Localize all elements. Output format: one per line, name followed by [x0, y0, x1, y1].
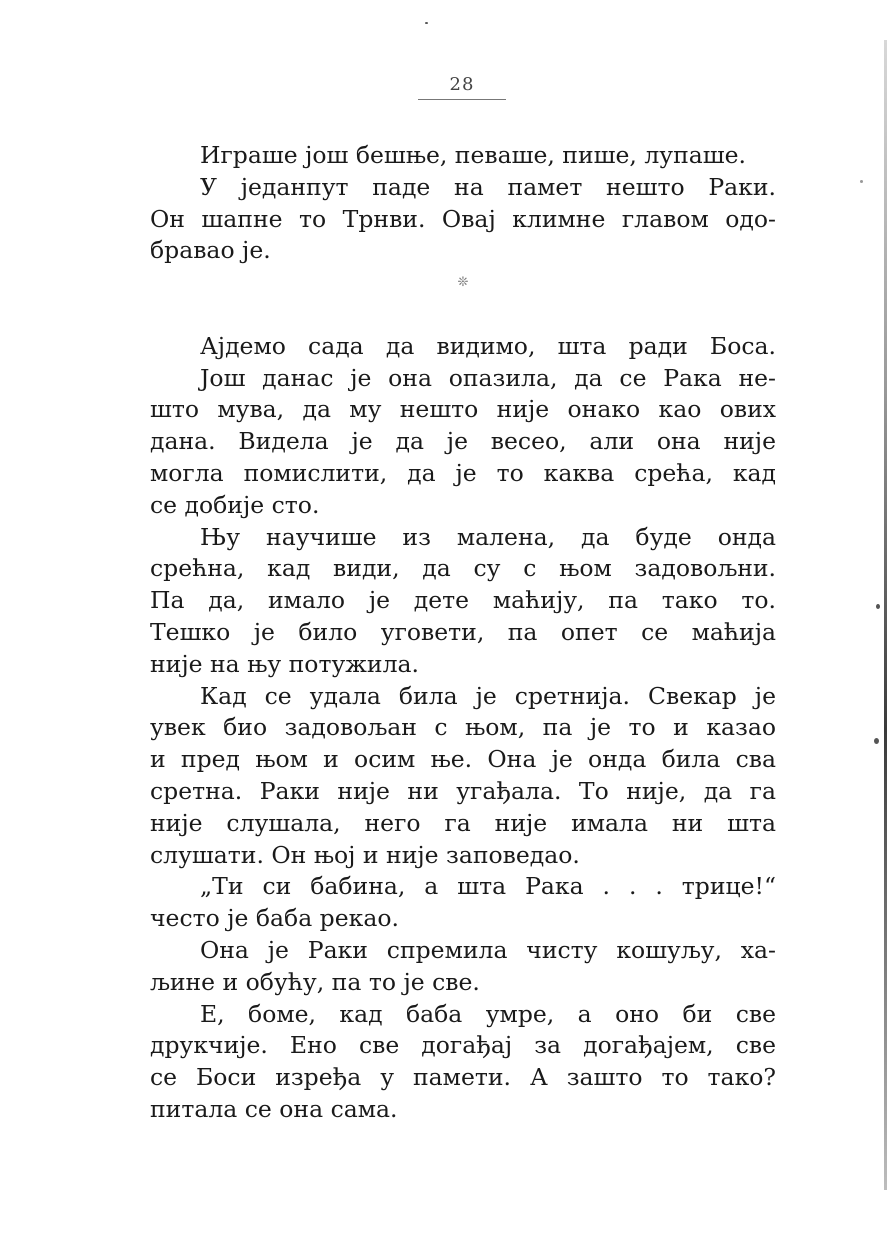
text-line: Она је Раки спремила чисту кошуљу, ха- [200, 935, 776, 964]
text-line: често је баба рекао. [150, 904, 399, 933]
text-line: срећна, кад види, да су с њом задовољни. [150, 554, 776, 583]
text-line: се Боси изређа у памети. А зашто то тако? [150, 1063, 776, 1092]
text-line: Кад се удала била је сретнија. Свекар је [200, 681, 776, 710]
text-line: Играше још бешње, певаше, пише, лупаше. [200, 141, 746, 169]
text-line: се добије сто. [150, 490, 320, 519]
text-line: није слушала, него га није имала ни шта [150, 808, 776, 837]
text-line: није на њу потужила. [150, 649, 419, 678]
text-line: сретна. Раки није ни угађала. То није, да га [150, 776, 776, 805]
text-line: Ајдемо сада да видимо, шта ради Боса. [200, 331, 776, 360]
text-line: питала се она сама. [150, 1094, 398, 1123]
text-line: и пред њом и осим ње. Она је онда била сва [150, 745, 776, 774]
page-edge-shadow [884, 40, 887, 1190]
text-line: Па да, имало је дете маћију, па тако то. [150, 586, 776, 615]
text-line: Тешко је било уговети, па опет се маћија [150, 617, 776, 646]
text-line: Њу научише из малена, да буде онда [200, 522, 776, 551]
text-line: Е, боме, кад баба умре, а оно би све [200, 999, 776, 1028]
page-number: 28 [418, 74, 506, 100]
text-line: увек био задовољан с њом, па је то и казао [150, 713, 776, 742]
text-line: слушати. Он њој и није заповедао. [150, 840, 580, 869]
text-line: дана. Видела је да је весео, али она није [150, 427, 776, 456]
text-line: „Ти си бабина, а шта Рака . . . трице!“ [200, 872, 776, 901]
scan-speck [876, 604, 880, 609]
text-line: што мува, да му нешто није онако као ових [150, 395, 776, 424]
section-separator: ❊ [457, 275, 469, 291]
body-text [150, 140, 776, 1126]
text-line: бравао је. [150, 236, 271, 265]
scan-speck [860, 180, 863, 183]
text-line: могла помислити, да је то каква срећа, кад [150, 458, 776, 487]
text-line: Још данас је она опазила, да се Рака не- [200, 363, 776, 392]
text-line: Он шапне то Трнви. Овај климне главом одо- [150, 204, 776, 233]
text-line: љине и обућу, па то је све. [150, 967, 480, 996]
scan-speck [425, 22, 428, 24]
text-line: друкчије. Ено све догађај за догађајем, све [150, 1031, 776, 1060]
text-line: У једанпут паде на памет нешто Раки. [200, 172, 776, 201]
scan-speck [874, 738, 879, 744]
